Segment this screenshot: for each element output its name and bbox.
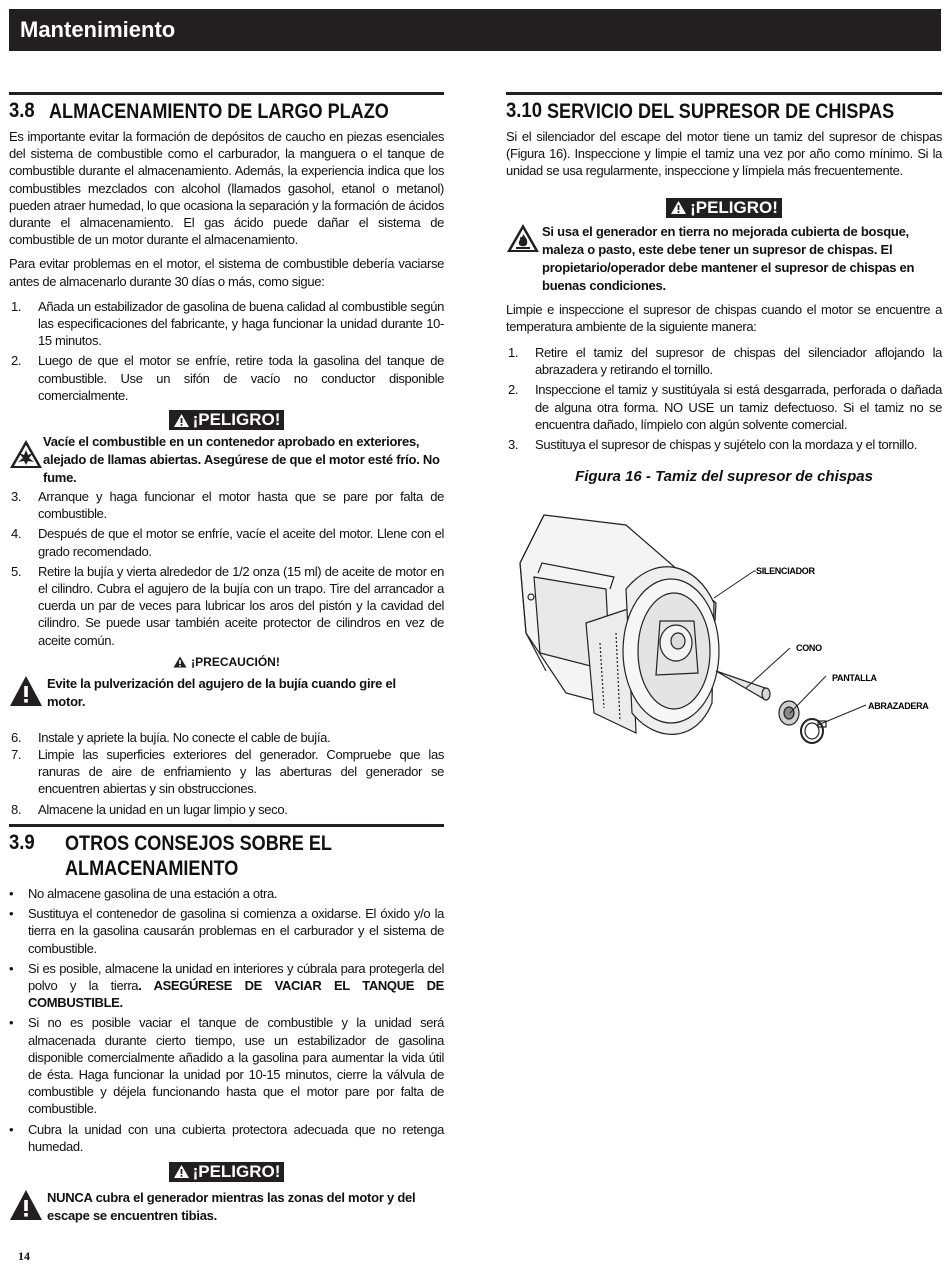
caution-text: Evite la pulverización del agujero de la bujía cuando gire el motor. — [47, 675, 396, 709]
steps-list — [506, 344, 942, 453]
danger-message — [9, 433, 444, 487]
list-item: 7. Limpie las superficies exteriores del generador. Compruebe que las ranuras de aire de enfriamiento y las aberturas del generador se encuentren abiertas y sin obstrucciones. — [11, 747, 444, 797]
section-title-line: OTROS CONSEJOS SOBRE EL — [65, 831, 332, 855]
list-item: 4. Después de que el motor se enfríe, vacíe el aceite del motor. Llene con el grado recomendado. — [11, 526, 444, 559]
spark-arrestor-figure — [506, 493, 942, 758]
section-title: ALMACENAMIENTO DE LARGO PLAZO — [48, 100, 389, 123]
explosion-hazard-icon — [9, 439, 43, 469]
steps-list — [9, 488, 444, 649]
list-item: 8. Almacene la unidad en un lugar limpio y seco. — [11, 801, 288, 817]
right-column — [506, 92, 942, 758]
danger-badge: ¡PELIGRO! — [9, 410, 444, 430]
danger-message — [9, 1189, 444, 1225]
danger-text: NUNCA cubra el generador mientras las zonas del motor y del escape se encuentren tibias. — [47, 1189, 416, 1223]
label-cono: CONO — [796, 643, 822, 654]
warning-triangle-icon — [173, 413, 190, 428]
list-item: 2. Luego de que el motor se enfríe, retire toda la gasolina del tanque de combustible. Use un sifón de vacío no conductor disponible comercialmente. — [11, 353, 444, 403]
list-item: • No almacene gasolina de una estación a otra. — [9, 885, 278, 901]
list-item: • Cubra la unidad con una cubierta protectora adecuada que no retenga humedad. — [9, 1121, 444, 1154]
label-abrazadera: ABRAZADERA — [868, 701, 929, 712]
fire-hazard-icon — [506, 223, 540, 253]
label-silenciador: SILENCIADOR — [756, 566, 815, 577]
bullet-list — [9, 885, 444, 1155]
figure-caption: Figura 16 - Tamiz del supresor de chispas — [575, 468, 873, 486]
list-item: 3. Sustituya el supresor de chispas y sujételo con la mordaza y el tornillo. — [508, 437, 917, 453]
steps-list — [9, 298, 444, 404]
warning-triangle-icon — [670, 200, 687, 215]
danger-badge: ¡PELIGRO! — [506, 198, 942, 218]
page-number: 14 — [18, 1249, 30, 1263]
section-number: 3.8 — [9, 99, 35, 122]
caution-exclamation-icon — [9, 1189, 43, 1221]
list-item: 1. Añada un estabilizador de gasolina de buena calidad al combustible según las especificaciones del fabricante, y haga funcionar la unidad durante 10-15 minutos. — [11, 298, 444, 349]
paragraph: Es importante evitar la formación de depósitos de caucho en piezas esenciales del sistema de combustible como el carburador, la manguera o el tanque de combustible durante el almacenamiento. Además, la experiencia indica que los combustibles mezclados con alcohol (llamados gasohol, etanol o metanol) pueden atraer humedad, lo que ocasiona la separación y la formación de ácidos durante el almacenamiento. El gas ácido puede dañar el sistema de combustible de un motor durante el almacenamiento. — [9, 129, 444, 248]
list-item: 1. Retire el tamiz del supresor de chispas del silenciador aflojando la abrazadera y retirando el tornillo. — [508, 345, 942, 378]
label-pantalla: PANTALLA — [832, 673, 877, 684]
section-3-10-heading — [506, 92, 942, 124]
caution-exclamation-icon — [9, 675, 43, 707]
danger-message — [506, 223, 942, 295]
list-item: 5. Retire la bujía y vierta alrededor de 1/2 onza (15 ml) de aceite de motor en el cilindro. Cubra el agujero de la bujía con un trapo. Tire del arrancador a cuerda un par de veces para lubricar los aros del pistón y la cavidad del cilindro. Se puede usar también aceite protector de cilindros en vez de aceite común. — [11, 563, 444, 648]
steps-list — [9, 729, 444, 818]
section-number: 3.10 — [506, 99, 542, 122]
list-item: 3. Arranque y haga funcionar el motor hasta que se pare por falta de combustible. — [11, 489, 444, 522]
list-item: • Si es posible, almacene la unidad en interiores y cúbrala para protegerla del polvo y la tierra. ASEGÚRESE DE VACIAR EL TANQUE DE COMBUSTIBLE. — [9, 960, 445, 1011]
section-3-8-heading — [9, 92, 444, 124]
caution-message — [9, 675, 444, 711]
section-3-9-heading — [9, 824, 444, 881]
danger-text: Si usa el generador en tierra no mejorada cubierta de bosque, maleza o pasto, este debe tener un supresor de chispas. El propietario/operador debe mantener el supresor de chispas en buenas condiciones. — [542, 223, 915, 293]
header-title: Mantenimiento — [20, 17, 176, 42]
warning-triangle-icon — [173, 1164, 190, 1179]
paragraph: Para evitar problemas en el motor, el sistema de combustible debería vaciarse antes de almacenarlo durante 30 días o más, como sigue: — [9, 256, 444, 289]
danger-text: Vacíe el combustible en un contenedor aprobado en exteriores, alejado de llamas abiertas. Asegúrese de que el motor esté frío. No fume. — [43, 434, 440, 486]
list-item: • Si no es posible vaciar el tanque de combustible y la unidad será almacenada durante cierto tiempo, use un estabilizador de gasolina disponible comercialmente añadido a la gasolina para aumentar la vida útil de ésta. Haga funcionar la unidad por 10-15 minutos, cierre la válvula de combustible y déjela funcionando hasta que el motor pare por falta de combustible. — [9, 1015, 444, 1117]
left-column — [9, 92, 444, 1225]
paragraph: Limpie e inspeccione el supresor de chispas cuando el motor se encuentre a temperatura ambiente de la siguiente manera: — [506, 301, 942, 334]
list-item: 6. Instale y apriete la bujía. No conecte el cable de bujía. — [11, 729, 331, 745]
danger-badge: ¡PELIGRO! — [9, 1162, 444, 1182]
caution-badge: ¡PRECAUCIÓN! — [9, 655, 444, 669]
section-title: SERVICIO DEL SUPRESOR DE CHISPAS — [546, 100, 895, 123]
section-title-line: ALMACENAMIENTO — [65, 856, 239, 880]
list-item: • Sustituya el contenedor de gasolina si comienza a oxidarse. El óxido y/o la tierra en la gasolina causarán problemas en el carburador y el sistema de combustible. — [9, 906, 444, 956]
paragraph: Si el silenciador del escape del motor tiene un tamiz del supresor de chispas (Figura 16). Inspeccione y limpie el tamiz una vez por año como mínimo. Si la unidad se usa regularmente, inspeccione y límpiela más frecuentemente. — [506, 129, 942, 179]
section-number: 3.9 — [9, 830, 35, 854]
list-item: 2. Inspeccione el tamiz y sustitúyala si está desgarrada, perforada o dañada de alguna otra forma. NO USE un tamiz defectuoso. Si el tamiz no se encuentra dañado, límpielo con algún solvente comercial. — [508, 382, 942, 432]
page-header — [9, 9, 941, 51]
warning-triangle-icon — [173, 656, 187, 668]
